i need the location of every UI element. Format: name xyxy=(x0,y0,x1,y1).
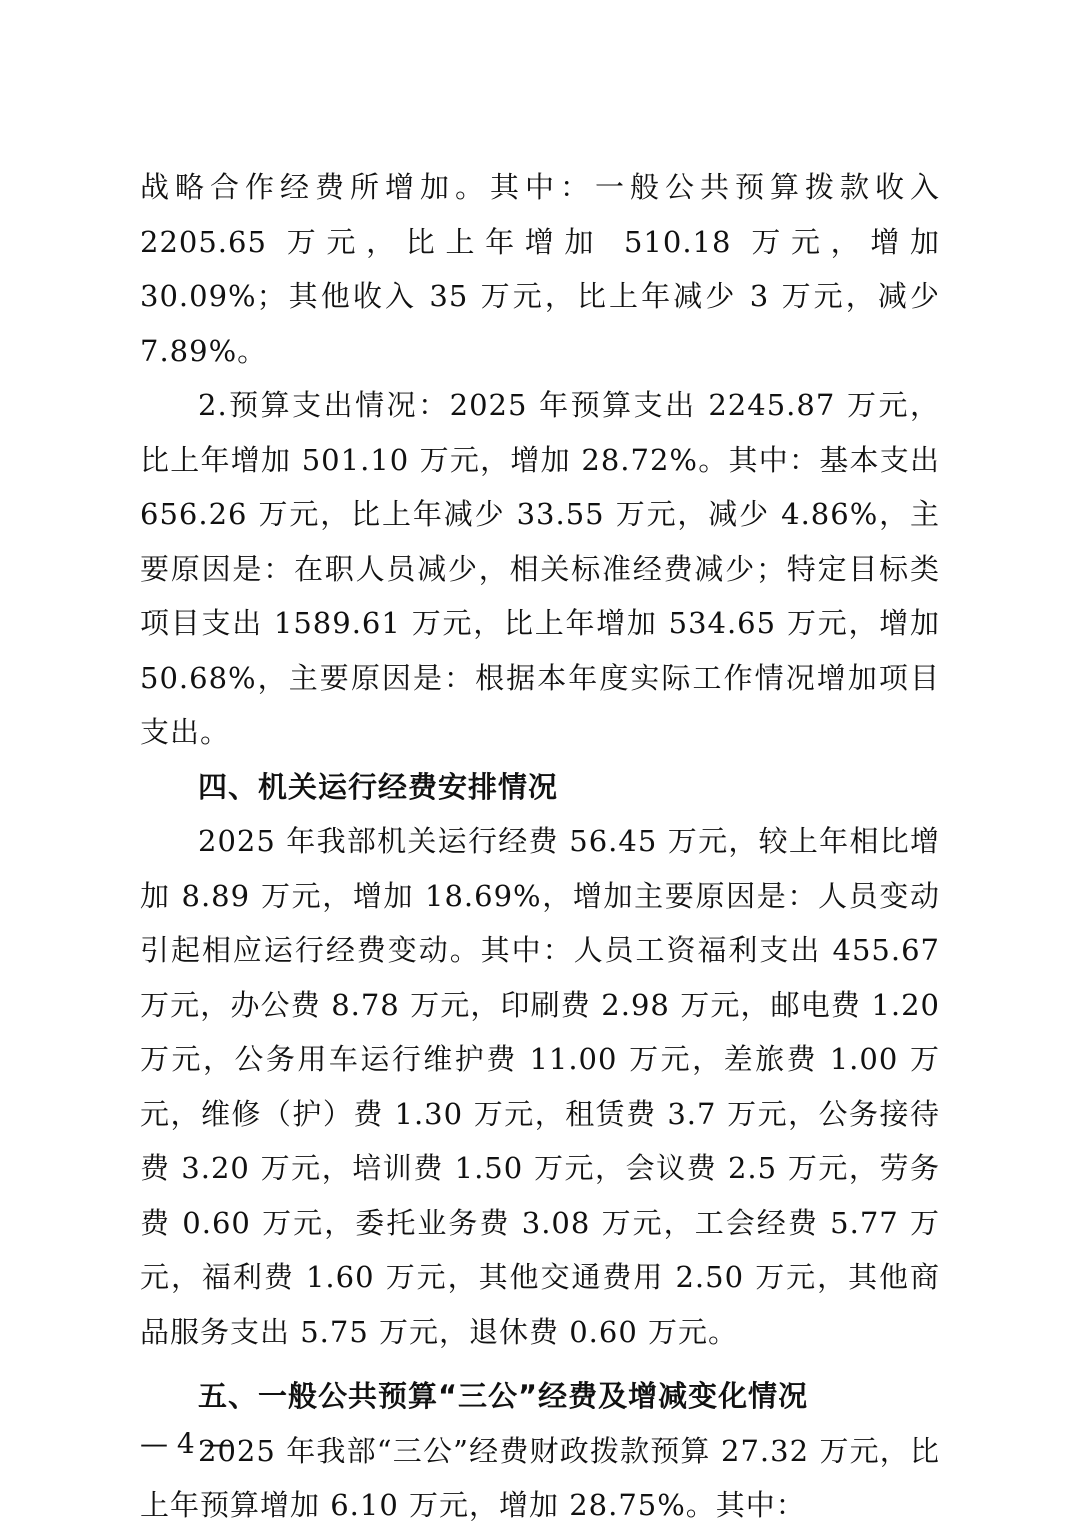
paragraph-three-public-expenses: 2025 年我部“三公”经费财政拨款预算 27.32 万元，比上年预算增加 6.10 万元，增加 28.75%。其中： xyxy=(140,1433,940,1522)
page-number: — 4 — xyxy=(140,1427,232,1460)
paragraph-budget-expenditure: 2.预算支出情况：2025 年预算支出 2245.87 万元，比上年增加 501.10 万元，增加 28.72%。其中：基本支出 656.26 万元，比上年减少 33.55 万元，减少 4.86%，主要原因是：在职人员减少，相关标准经费减少；特定目标类项目支出 1589.61 万元，比上年增加 534.65 万元，增加 50.68%，主要原因是：根据本年度实际工作情况增加项目支出。 xyxy=(140,388,940,749)
document-body xyxy=(140,160,940,1533)
section-heading-operating-expenses: 四、机关运行经费安排情况 xyxy=(198,769,559,804)
paragraph-operating-expenses: 2025 年我部机关运行经费 56.45 万元，较上年相比增加 8.89 万元，增加 18.69%，增加主要原因是：人员变动引起相应运行经费变动。其中：人员工资福利支出 455.67 万元，办公费 8.78 万元，印刷费 2.98 万元，邮电费 1.20 万元，公务用车运行维护费 11.00 万元，差旅费 1.00 万元，维修（护）费 1.30 万元，租赁费 3.7 万元，公务接待费 3.20 万元，培训费 1.50 万元，会议费 2.5 万元，劳务费 0.60 万元，委托业务费 3.08 万元，工会经费 5.77 万元，福利费 1.60 万元，其他交通费用 2.50 万元，其他商品服务支出 5.75 万元，退休费 0.60 万元。 xyxy=(140,824,940,1349)
section-heading-three-public-expenses: 五、一般公共预算“三公”经费及增减变化情况 xyxy=(198,1379,809,1413)
paragraph-revenue-continuation: 战略合作经费所增加。其中：一般公共预算拨款收入 2205.65 万元，比上年增加 510.18 万元，增加 30.09%；其他收入 35 万元，比上年减少 3 万元，减少 7.89%。 xyxy=(140,170,940,368)
